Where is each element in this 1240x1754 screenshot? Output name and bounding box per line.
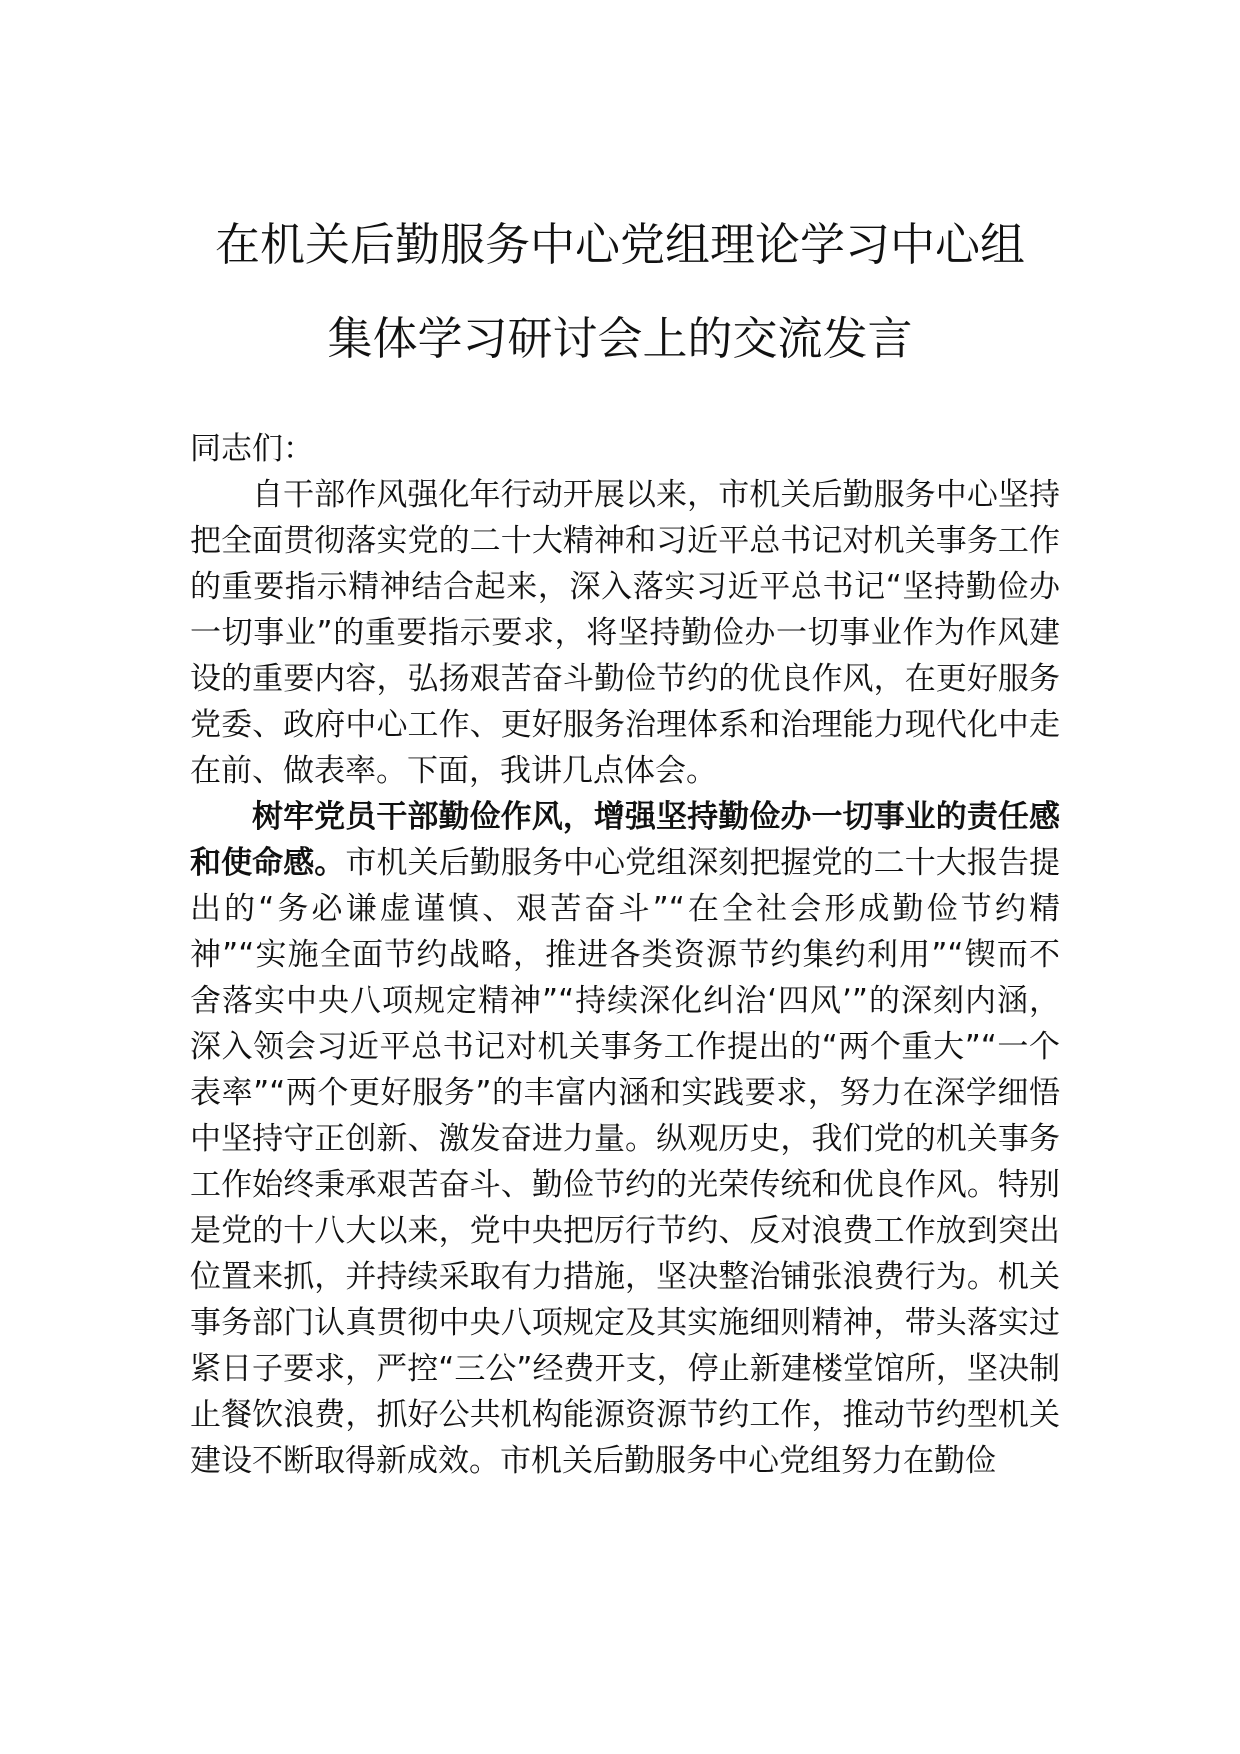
paragraph-2-heading: 树牢党员干部勤俭作风，增强坚持勤俭办一切事业的责任感和使命感。: [190, 799, 1060, 881]
paragraph-2-body: 市机关后勤服务中心党组深刻把握党的二十大报告提出的“务必谦虚谨慎、艰苦奋斗”“在全社会形成勤俭节约精神”“实施全面节约战略，推进各类资源节约集约利用”“锲而不舍落实中央八项规定精神”“持续深化纠治‘四风’”的深刻内涵，深入领会习近平总书记对机关事务工作提出的“两个重大”“一个表率”“两个更好服务”的丰富内涵和实践要求，努力在深学细悟中坚持守正创新、激发奋进力量。纵观历史，我们党的机关事务工作始终秉承艰苦奋斗、勤俭节约的光荣传统和优良作风。特别是党的十八大以来，党中央把厉行节约、反对浪费工作放到突出位置来抓，并持续采取有力措施，坚决整治铺张浪费行为。机关事务部门认真贯彻中央八项规定及其实施细则精神，带头落实过紧日子要求，严控“三公”经费开支，停止新建楼堂馆所，坚决制止餐饮浪费，抓好公共机构能源资源节约工作，推动节约型机关建设不断取得新成效。市机关后勤服务中心党组努力在勤俭: [190, 845, 1061, 1479]
document-title-line-1: 在机关后勤服务中心党组理论学习中心组: [214, 218, 1025, 271]
paragraph-1: 自干部作风强化年行动开展以来，市机关后勤服务中心坚持把全面贯彻落实党的二十大精神和习近平总书记对机关事务工作的重要指示精神结合起来，深入落实习近平总书记“坚持勤俭办一切事业”的重要指示要求，将坚持勤俭办一切事业作为作风建设的重要内容，弘扬艰苦奋斗勤俭节约的优良作风，在更好服务党委、政府中心工作、更好服务治理体系和治理能力现代化中走在前、做表率。下面，我讲几点体会。: [190, 477, 1060, 789]
document-title-line-2: 集体学习研讨会上的交流发言: [327, 312, 913, 365]
salutation: 同志们：: [190, 431, 314, 467]
paragraph-2: [190, 794, 1060, 1484]
document-body: [190, 426, 1060, 1484]
